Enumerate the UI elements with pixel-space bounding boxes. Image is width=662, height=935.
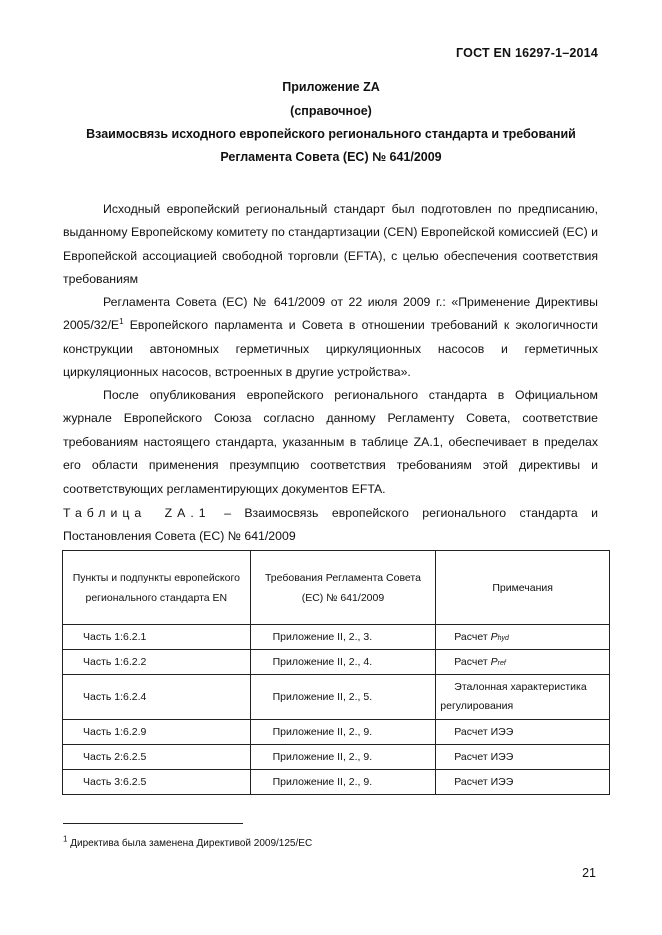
table-caption-label: Таблица ZA.1 [63, 506, 211, 520]
table-row [63, 650, 610, 675]
footnote-ref: 1 [119, 317, 124, 327]
annex-subject-line1: Взаимосвязь исходного европейского регионального стандарта и требований [86, 127, 576, 141]
header-en-clauses: Пункты и подпункты европейского регионального стандарта EN [63, 551, 251, 625]
clause-cell: Часть 1:6.2.9 [63, 720, 251, 745]
table-row [63, 675, 610, 720]
header-notes: Примечания [436, 551, 610, 625]
footnote-divider [63, 823, 243, 824]
table-caption [63, 502, 598, 549]
header-regulation-requirements: Требования Регламента Совета (ЕС) № 641/2009 [250, 551, 436, 625]
note-cell: Расчет ИЭЭ [436, 720, 610, 745]
correspondence-table [62, 550, 610, 795]
clause-cell: Часть 3:6.2.5 [63, 770, 251, 795]
clause-cell: Часть 1:6.2.2 [63, 650, 251, 675]
footnote-text: Директива была заменена Директивой 2009/125/ЕС [67, 838, 313, 849]
table-row [63, 770, 610, 795]
footnote [63, 834, 313, 849]
table-row [63, 625, 610, 650]
note-cell: Расчет Phyd [436, 625, 610, 650]
requirement-cell: Приложение II, 2., 4. [250, 650, 436, 675]
note-cell: Расчет Pref [436, 650, 610, 675]
note-cell: Расчет ИЭЭ [436, 745, 610, 770]
requirement-cell: Приложение II, 2., 9. [250, 770, 436, 795]
clause-cell: Часть 2:6.2.5 [63, 745, 251, 770]
paragraph-1: Исходный европейский региональный стандарт был подготовлен по предписанию, выданному Европейскому комитету по стандартизации (CEN) Европейской комиссией (ЕС) и Европейской ассоциацией свободной торговли (EFTA), с целью обеспечения соответствия требованиям [63, 202, 598, 287]
page-number: 21 [582, 866, 596, 880]
table-header-row [63, 551, 610, 625]
annex-title: Приложение ZA [282, 80, 380, 94]
footnote-mark: 1 [63, 834, 68, 844]
table-caption-text: – Взаимосвязь европейского регионального стандарта и Постановления Совета (ЕС) № 641/2009 [63, 506, 598, 544]
note-cell: Расчет ИЭЭ [436, 770, 610, 795]
table-row [63, 745, 610, 770]
clause-cell: Часть 1:6.2.4 [63, 675, 251, 720]
paragraph-2-start: Регламента Совета (ЕС) № 641/2009 от 22 июля 2009 г.: «Применение Директивы 2005/32/Е [63, 295, 598, 333]
paragraph-3: После опубликования европейского регионального стандарта в Официальном журнале Европейского Союза согласно данному Регламенту Совета, соответствие требованиям настоящего стандарта, указанным в таблице ZA.1, обеспечивает в пределах его области применения презумпцию соответствия требованиям этой директивы и соответствующих регламентирующих документов EFTA. [63, 388, 598, 496]
requirement-cell: Приложение II, 2., 3. [250, 625, 436, 650]
note-cell: Эталонная характеристика регулирования [436, 675, 610, 720]
table-row [63, 720, 610, 745]
paragraph-2 [63, 291, 598, 385]
paragraph-2-end: Европейского парламента и Совета в отношении требований к экологичности конструкции автономных герметичных циркуляционных насосов и герметичных циркуляционных насосов, встроенных в другие устройства». [63, 318, 598, 380]
clause-cell: Часть 1:6.2.1 [63, 625, 251, 650]
requirement-cell: Приложение II, 2., 9. [250, 720, 436, 745]
requirement-cell: Приложение II, 2., 5. [250, 675, 436, 720]
annex-status: (справочное) [290, 104, 372, 118]
document-code: ГОСТ EN 16297-1–2014 [456, 46, 598, 60]
annex-subject-line2: Регламента Совета (ЕС) № 641/2009 [220, 150, 442, 164]
requirement-cell: Приложение II, 2., 9. [250, 745, 436, 770]
